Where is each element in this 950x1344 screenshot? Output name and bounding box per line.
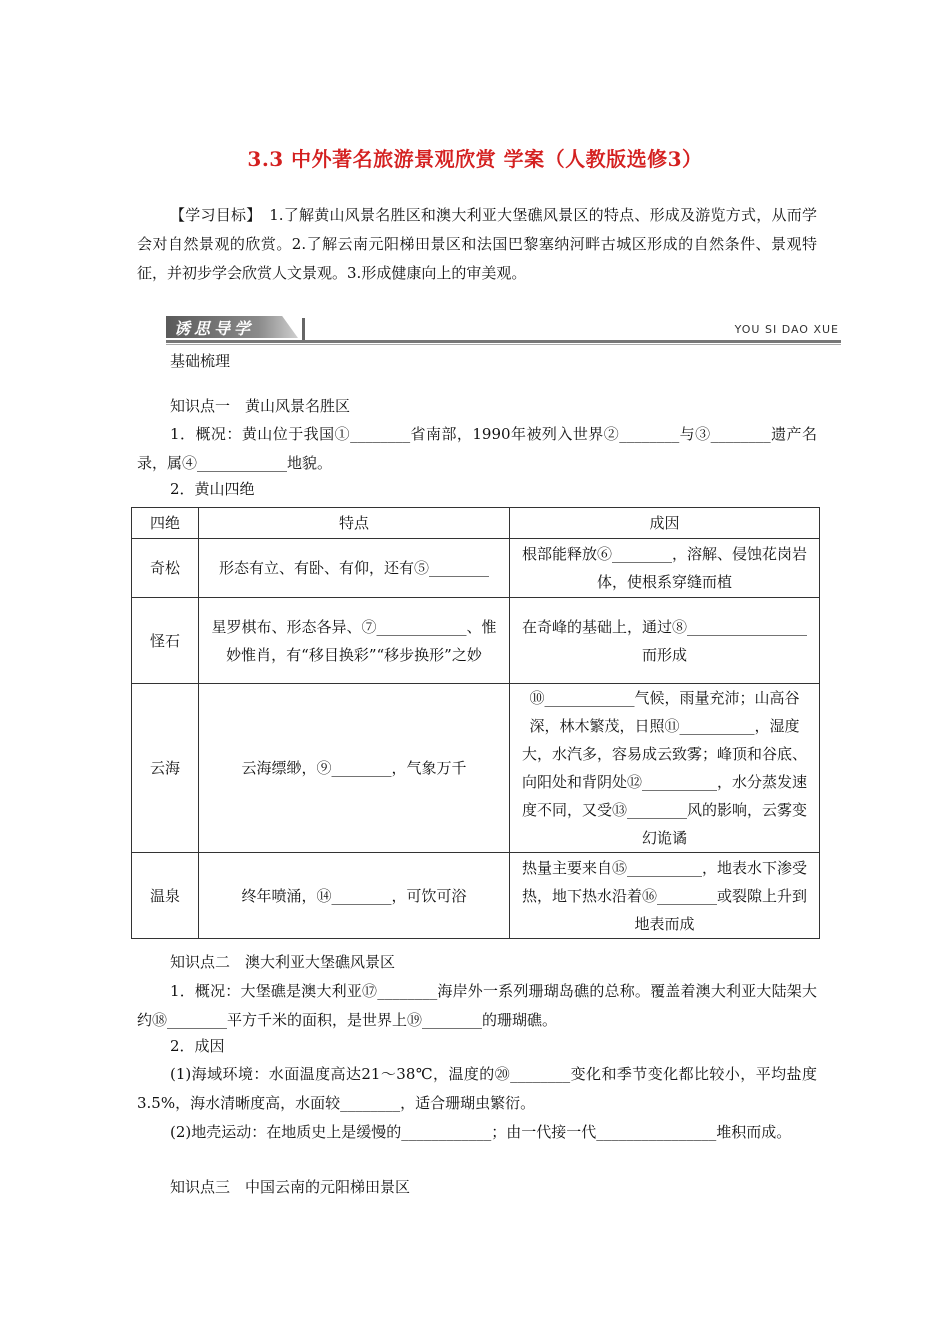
learning-goals: 【学习目标】 1.了解黄山风景名胜区和澳大利亚大堡礁风景区的特点、形成及游览方式，从而学会对自然景观的欣赏。2.了解云南元阳梯田景区和法国巴黎塞纳河畔古城区形成的自然条件、景观特征，并初步学会欣赏人文景观。3.形成健康向上的审美观。	[137, 206, 817, 282]
row-cause: 热量主要来自⑮__________，地表水下渗受热，地下热水沿着⑯________或裂隙上升到地表而成	[510, 853, 820, 939]
header-cell: 成因	[510, 508, 820, 539]
kp1-subheading: 2．黄山四绝	[170, 480, 255, 498]
huangshan-table	[131, 507, 820, 939]
row-feature: 星罗棋布、形态各异、⑦____________、惟妙惟肖，有“移目换彩”“移步换形”之妙	[199, 598, 510, 684]
banner-divider	[302, 318, 305, 340]
page-title: 3.3 中外著名旅游景观欣赏 学案（人教版选修3）	[247, 147, 703, 171]
table-header-row	[132, 508, 820, 539]
kp2-sea-environment: (1)海域环境：水面温度高达21～38℃，温度的⑳________变化和季节变化都比较小，平均盐度3.5%，海水清晰度高，水面较________，适合珊瑚虫繁衍。	[137, 1065, 817, 1112]
table-row	[132, 539, 820, 598]
banner-rule	[166, 340, 841, 343]
row-feature: 云海缥缈，⑨________，气象万千	[199, 684, 510, 853]
section-banner	[166, 314, 841, 346]
row-name: 怪石	[132, 598, 199, 684]
table-row	[132, 598, 820, 684]
kp2-subheading: 2．成因	[170, 1037, 225, 1055]
row-feature: 终年喷涌，⑭________，可饮可浴	[199, 853, 510, 939]
table-row	[132, 684, 820, 853]
row-name: 奇松	[132, 539, 199, 598]
kp2-crust-movement: (2)地壳运动：在地质史上是缓慢的____________；由一代接一代________________堆积而成。	[170, 1123, 792, 1141]
banner-rule-thin	[166, 344, 841, 345]
banner-english: YOU SI DAO XUE	[734, 323, 839, 336]
kp2-heading: 知识点二 澳大利亚大堡礁风景区	[170, 953, 396, 971]
row-name: 云海	[132, 684, 199, 853]
table-row	[132, 853, 820, 939]
section-basic-heading: 基础梳理	[170, 352, 231, 370]
row-name: 温泉	[132, 853, 199, 939]
kp2-overview: 1．概况：大堡礁是澳大利亚⑰________海岸外一系列珊瑚岛礁的总称。覆盖着澳大利亚大陆架大约⑱________平方千米的面积，是世界上⑲________的珊瑚礁。	[137, 982, 817, 1029]
kp1-heading: 知识点一 黄山风景名胜区	[170, 397, 351, 415]
banner-label: 诱思导学	[174, 319, 255, 338]
header-cell: 特点	[199, 508, 510, 539]
row-cause: 根部能释放⑥________，溶解、侵蚀花岗岩体，使根系穿缝而植	[510, 539, 820, 598]
row-cause: 在奇峰的基础上，通过⑧________________而形成	[510, 598, 820, 684]
row-cause: ⑩____________气候，雨量充沛；山高谷深，林木繁茂，日照⑪__________，湿度大，水汽多，容易成云致雾；峰顶和谷底、向阳处和背阴处⑫__________，水分蒸发速度不同，又受⑬________风的影响，云雾变幻诡谲	[510, 684, 820, 853]
row-feature: 形态有立、有卧、有仰，还有⑤________	[199, 539, 510, 598]
kp3-heading: 知识点三 中国云南的元阳梯田景区	[170, 1178, 411, 1196]
kp1-overview: 1．概况：黄山位于我国①________省南部，1990年被列入世界②________与③________遗产名录，属④____________地貌。	[137, 425, 817, 472]
header-cell: 四绝	[132, 508, 199, 539]
